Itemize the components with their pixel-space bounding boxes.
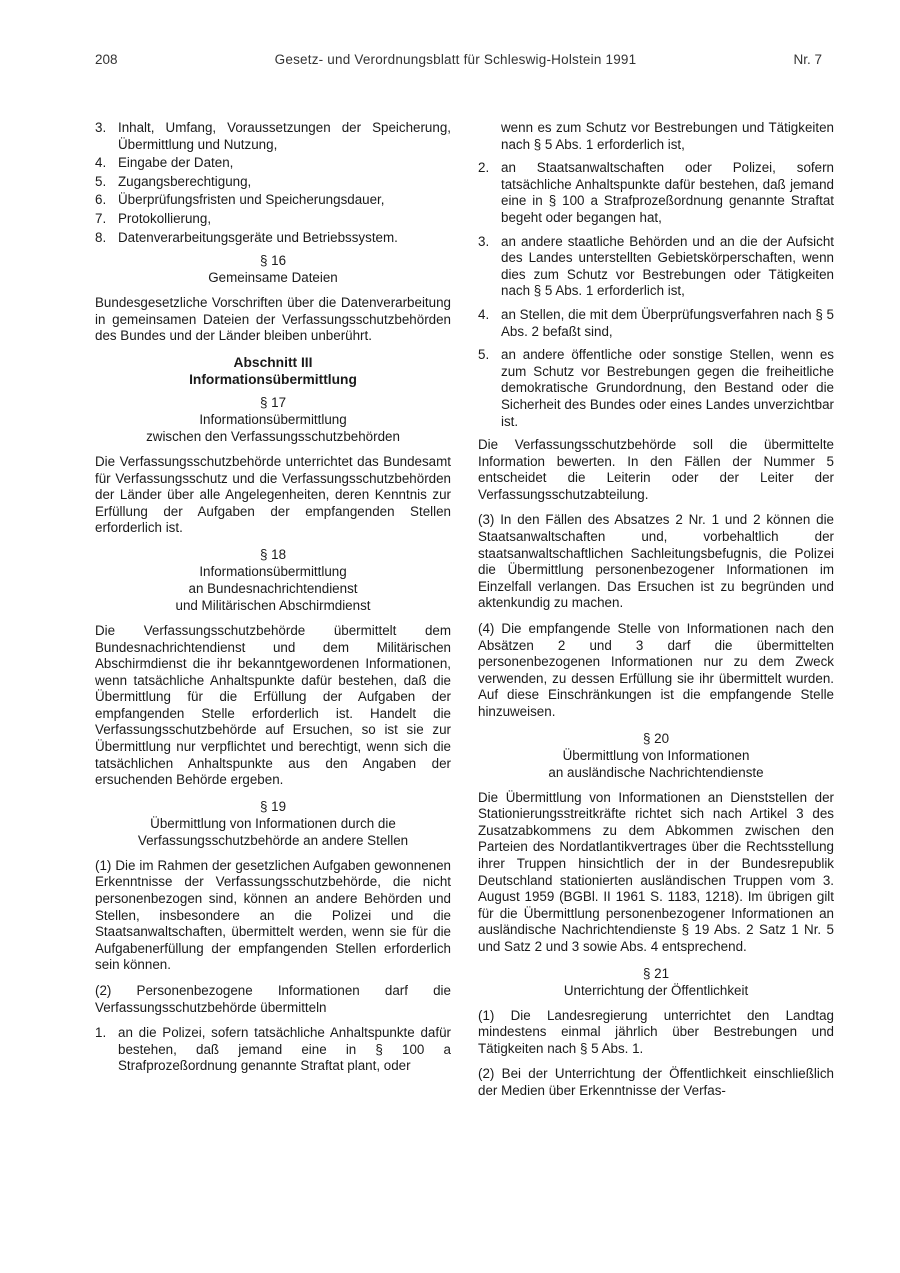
section-19-paragraph-1: (1) Die im Rahmen der gesetzlichen Aufgaben gewonnenen Erkenntnisse der Verfassungsschutzbehörde, die nicht personenbezogen sind, können an andere Behörden und Stellen, insbesondere an die Polizei und die Staatsanwaltschaften, übermittelt werden, wenn sie für die Aufgabenerfüllung der empfangenden Stellen erforderlich sein können.	[95, 857, 451, 973]
list-item-text: Datenverarbeitungsgeräte und Betriebssystem.	[118, 229, 398, 245]
section-19-list-start	[95, 1025, 451, 1075]
publication-title: Gesetz- und Verordnungsblatt für Schleswig-Holstein 1991	[274, 52, 637, 67]
list-item-number: 1.	[95, 1025, 107, 1041]
list-item-text: an Staatsanwaltschaften oder Polizei, sofern tatsächliche Anhaltspunkte dafür bestehen, daß jemand eine in § 100 a Strafprozeßordnung genannte Straftat begeht oder begangen hat,	[501, 160, 834, 225]
list-item	[95, 155, 451, 172]
left-column	[95, 120, 451, 1081]
section-number: § 19	[259, 798, 287, 814]
page-header	[95, 52, 822, 67]
section-title: an Bundesnachrichtendienst	[188, 580, 358, 596]
list-item	[95, 174, 451, 191]
list-item-text: wenn es zum Schutz vor Bestrebungen und Tätigkeiten nach § 5 Abs. 1 erforderlich ist,	[501, 120, 834, 152]
section-19-paragraph-3: (3) In den Fällen des Absatzes 2 Nr. 1 und 2 können die Staatsanwaltschaften und, vorbehaltlich der staatsanwaltschaftlichen Sachleitungsbefugnis, die Polizei die Übermittlung personenbezogener Informationen im Einzelfall verlangen. Das Ersuchen ist zu begründen und aktenkundig zu machen.	[478, 512, 834, 611]
list-item-text: an die Polizei, sofern tatsächliche Anhaltspunkte dafür bestehen, daß jemand eine in § 100 a Strafprozeßordnung genannte Straftat plant, oder	[118, 1025, 451, 1074]
list-item-number: 5.	[95, 173, 107, 189]
right-column	[478, 120, 834, 1109]
list-item	[478, 307, 834, 340]
page-number: 208	[95, 52, 118, 67]
list-item	[95, 1025, 451, 1075]
list-item-number: 3.	[478, 233, 490, 249]
list-item	[478, 234, 834, 300]
section-title: Informationsübermittlung	[199, 563, 347, 579]
section-heading-19	[95, 798, 451, 849]
section-heading-21	[478, 965, 834, 999]
list-item-text: an Stellen, die mit dem Überprüfungsverfahren nach § 5 Abs. 2 befaßt sind,	[501, 306, 834, 339]
list-item-text: an andere staatliche Behörden und an die der Aufsicht des Landes unterstellten Gebietskörperschaften, wenn dies zum Schutz vor Bestrebungen oder Tätigkeiten nach § 5 Abs. 1 erforderlich ist,	[501, 233, 834, 299]
list-item-text: Zugangsberechtigung,	[118, 173, 252, 189]
list-item	[478, 160, 834, 226]
section-title: Unterrichtung der Öffentlichkeit	[563, 982, 749, 998]
section-title: zwischen den Verfassungsschutzbehörden	[146, 428, 400, 444]
list-item-text: Inhalt, Umfang, Voraussetzungen der Speicherung, Übermittlung und Nutzung,	[118, 120, 451, 152]
section-number: § 16	[259, 253, 287, 269]
list-item-number: 4.	[478, 306, 490, 322]
chapter-number: Abschnitt III	[233, 354, 313, 370]
section-number: § 21	[642, 965, 670, 981]
section-19-paragraph-4: (4) Die empfangende Stelle von Informationen nach den Absätzen 2 und 3 darf die übermittelten personenbezogenen Informationen nur zu dem Zweck verwenden, zu dessen Erfüllung sie ihr übermittelt wurden. Auf diese Einschränkungen ist die empfangende Stelle hinzuweisen.	[478, 621, 834, 719]
section-19-list-continued	[478, 120, 834, 430]
section-title: Gemeinsame Dateien	[208, 270, 338, 286]
list-item	[95, 211, 451, 228]
section-heading-16	[95, 252, 451, 286]
section-number: § 18	[259, 546, 287, 562]
section-heading-17	[95, 394, 451, 445]
list-item-number: 4.	[95, 155, 107, 171]
section-21-paragraph-1: (1) Die Landesregierung unterrichtet den Landtag mindestens einmal jährlich über Bestrebungen und Tätigkeiten nach § 5 Abs. 1.	[478, 1007, 834, 1056]
list-item-number: 6.	[95, 192, 107, 208]
section-21-paragraph-2: (2) Bei der Unterrichtung der Öffentlichkeit einschließlich der Medien über Erkenntnisse der Verfas-	[478, 1066, 834, 1098]
section-number: § 20	[642, 730, 670, 746]
section-18-body: Die Verfassungsschutzbehörde übermittelt dem Bundesnachrichtendienst und dem Militärischen Abschirmdienst die ihr bekanntgewordenen Informationen, wenn tatsächliche Anhaltspunkte dafür bestehen, daß die Übermittlung für die Erfüllung der Aufgaben der empfangenden Stelle erforderlich ist. Handelt die Verfassungsschutzbehörde auf Ersuchen, so ist sie zur Übermittlung nur verpflichtet und berechtigt, wenn sich die tatsächlichen Anhaltspunkte aus den Angaben der ersuchenden Behörde ergeben.	[95, 622, 451, 788]
section-title: Verfassungsschutzbehörde an andere Stellen	[137, 832, 409, 848]
list-item	[478, 347, 834, 430]
section-heading-20	[478, 730, 834, 781]
section-heading-18	[95, 546, 451, 614]
issue-number: Nr. 7	[793, 52, 822, 67]
list-top	[95, 120, 451, 246]
section-title: Informationsübermittlung	[199, 411, 347, 427]
list-item	[478, 120, 834, 153]
section-number: § 17	[259, 394, 287, 410]
list-item-number: 3.	[95, 120, 107, 135]
list-item-number: 8.	[95, 229, 107, 245]
section-title: Übermittlung von Informationen	[562, 747, 750, 763]
section-title: an ausländische Nachrichtendienste	[548, 764, 764, 780]
list-item	[95, 192, 451, 209]
list-item-text: an andere öffentliche oder sonstige Stellen, wenn es zum Schutz vor Bestrebungen gegen die freiheitliche demokratische Grundordnung, den Bestand oder die Sicherheit des Bundes oder eines Landes unverzichtbar ist.	[501, 347, 834, 429]
section-19-note: Die Verfassungsschutzbehörde soll die übermittelte Information bewerten. In den Fällen der Nummer 5 entscheidet die Leiterin oder der Leiter der Verfassungsschutzabteilung.	[478, 437, 834, 502]
section-20-body: Die Übermittlung von Informationen an Dienststellen der Stationierungsstreitkräfte richtet sich nach Artikel 3 des Zusatzabkommens zu dem Abkommen zwischen den Parteien des Nordatlantikvertrages über die Rechtsstellung ihrer Truppen hinsichtlich der in der Bundesrepublik Deutschland stationierten ausländischen Truppen vom 3. August 1959 (BGBl. II 1961 S. 1183, 1218). Im übrigen gilt für die Übermittlung personenbezogener Informationen an ausländische Nachrichtendienste § 19 Abs. 2 Satz 1 Nr. 5 und Satz 2 und 3 sowie Abs. 4 entsprechend.	[478, 789, 834, 954]
list-item	[95, 230, 451, 247]
chapter-title: Informationsübermittlung	[189, 371, 357, 387]
list-item-text: Protokollierung,	[118, 210, 212, 226]
list-item-number: 7.	[95, 210, 107, 226]
list-item-text: Eingabe der Daten,	[118, 155, 234, 171]
list-item-text: Überprüfungsfristen und Speicherungsdauer,	[118, 192, 385, 208]
chapter-heading	[95, 354, 451, 388]
section-title: Übermittlung von Informationen durch die	[150, 815, 396, 831]
section-17-body: Die Verfassungsschutzbehörde unterrichtet das Bundesamt für Verfassungsschutz und die Verfassungsschutzbehörden der Länder über alle Angelegenheiten, deren Kenntnis zur Erfüllung der Aufgaben der empfangenden Stellen erforderlich ist.	[95, 453, 451, 536]
list-item-number: 5.	[478, 347, 490, 363]
section-16-body: Bundesgesetzliche Vorschriften über die Datenverarbeitung in gemeinsamen Dateien der Verfassungsschutzbehörden des Bundes und der Länder bleiben unberührt.	[95, 295, 451, 344]
section-19-paragraph-2: (2) Personenbezogene Informationen darf die Verfassungsschutzbehörde übermitteln	[95, 983, 451, 1015]
list-item-number	[478, 120, 501, 153]
list-item	[95, 120, 451, 153]
list-item-number: 2.	[478, 160, 490, 176]
section-title: und Militärischen Abschirmdienst	[175, 597, 371, 613]
